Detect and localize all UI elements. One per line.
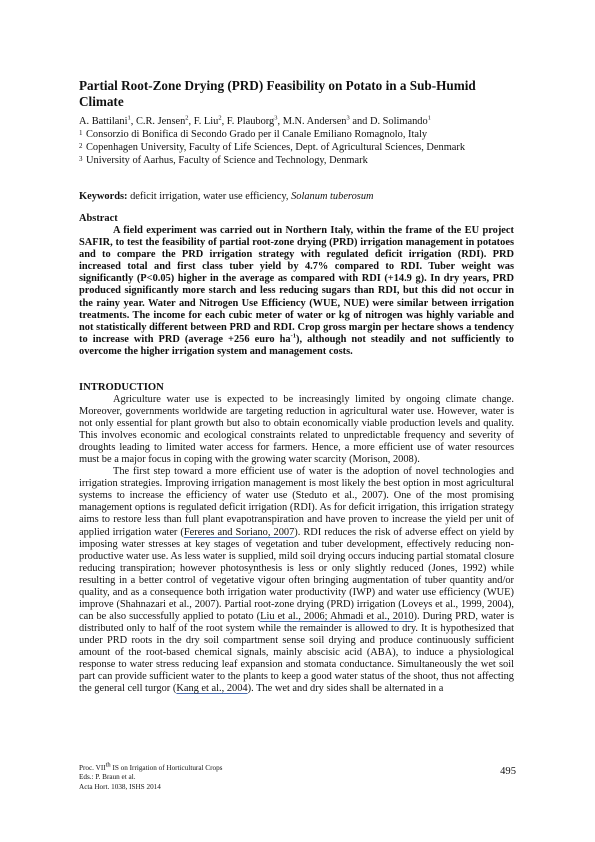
introduction-heading: INTRODUCTION	[79, 382, 164, 393]
keywords	[79, 190, 514, 203]
paper-title: Partial Root-Zone Drying (PRD) Feasibility on Potato in a Sub-Humid Climate	[79, 78, 476, 109]
abstract-heading: Abstract	[79, 213, 118, 224]
footer-line: Proc. VIIth IS on Irrigation of Horticultural Crops	[79, 761, 223, 772]
footer-line: Eds.: P. Braun et al.	[79, 773, 136, 782]
keywords-species: Solanum tuberosum	[291, 191, 374, 202]
abstract-body: A field experiment was carried out in Northern Italy, within the frame of the EU project SAFIR, to test the feasibility of partial root-zone drying (PRD) irrigation management in potatoes and to compare the PRD irrigation strategy with regulated deficit irrigation (RDI). PRD increased total and first class tuber yield by 4.7% compared to RDI. Tuber weight was significantly (P<0.05) higher in the average as compared with RDI (+14.9 g). In dry years, PRD produced significantly more starch and less reducing sugars than RDI, but this did not occur in the rainy year. Water and Nitrogen Use Efficiency (WUE, NUE) were similar between irrigation treatments. The income for each cubic meter of water or kg of nitrogen was highly variable and not statistically different between PRD and RDI. Crop gross margin per hectare shows a tendency to increase with PRD (average +256 euro $ha^{-1}$), although not steadily and not sufficiently to overcome the higher irrigation system and management costs.	[79, 225, 514, 357]
author: M.N. Andersen$^3$ and	[282, 114, 370, 127]
author: C.R. Jensen$^2$,	[135, 114, 194, 127]
introduction-body	[79, 394, 514, 695]
footer-line: Acta Hort. 1038, ISHS 2014	[79, 782, 161, 791]
proceedings-footer	[79, 761, 329, 792]
affiliation-list	[79, 128, 514, 167]
citation-link[interactable]: Fereres and Soriano, 2007	[183, 526, 295, 538]
keywords-text: deficit irrigation, water use efficiency,	[127, 191, 292, 202]
citation-link[interactable]: Liu et al., 2006; Ahmadi et al., 2010	[260, 610, 414, 622]
keywords-label: Keywords:	[79, 191, 128, 202]
affiliation: 1 Consorzio di Bonifica di Secondo Grado per il Canale Emiliano Romagnolo, Italy	[79, 129, 428, 140]
author: F. Plauborg$^3$,	[226, 114, 283, 127]
citation-link[interactable]: Kang et al., 2004	[176, 683, 248, 695]
paragraph: Agriculture water use is expected to be increasingly limited by ongoing climate change. Moreover, governments worldwide are targeting reduction in agricultural water use. However, water is not only essential for plant growth but also to obtain economically viable production levels and quality. This involves economic and ecological constraints related to unpredictable frequency and severity of droughts leading to limited water access for farmers. Hence, a more efficient use of water resources must be a major focus in coping with the growing water scarcity (Morison, 2008).	[79, 394, 514, 466]
page-number: 495	[500, 766, 516, 777]
affiliation: 3 University of Aarhus, Faculty of Science and Technology, Denmark	[79, 155, 368, 166]
author-list	[79, 115, 514, 128]
author: D. Solimando$^1$	[369, 114, 431, 127]
affiliation: 2 Copenhagen University, Faculty of Life Sciences, Dept. of Agricultural Sciences, Denmark	[79, 142, 466, 153]
author: F. Liu$^2$,	[193, 114, 227, 127]
author: A. Battilani$^1$,	[79, 114, 136, 127]
paragraph: The first step toward a more efficient use of water is the adoption of novel technologies and irrigation strategies. Improving irrigation management is most likely the best option in most agricultural systems to increase the efficiency of water use (Steduto et al., 2007). One of the most promising management options is regulated deficit irrigation (RDI). As for deficit irrigation, this irrigation strategy aims to restore less than full plant evapotranspiration and have proven to increase the yield per unit of applied irrigation water (Fereres and Soriano, 2007). RDI reduces the risk of adverse effect on yield by imposing water stresses at key stages of vegetation and tuber development, effectively reducing non-productive water use. As less water is supplied, mild soil drying occurs inducing partial stomatal closure reducing transpiration; however photosynthesis is less or only slightly reduced (Jones, 1992) while resulting in a better control of vegetative vigour often bringing augmentation of tuber quantity and/or quality, and as a consequence both irrigation water productivity (IWP) and water use efficiency (WUE) improve (Shahnazari et al., 2007). Partial root-zone drying (PRD) irrigation (Loveys et al., 1999, 2004), can be also successfully applied to potato (Liu et al., 2006; Ahmadi et al., 2010). During PRD, water is distributed only to half of the root system while the remainder is allowed to dry. It is hypothesized that under PRD roots in the dry soil compartment sense soil drying and produce continuously sufficient amount of the root-based chemical signals, mainly abscisic acid (ABA), to induce a physiological response to water stress reducing leaf expansion and stomata conductance. Simultaneously the wet soil part can provide sufficient water to the plants to keep a good water status of the shoot, thus not affecting the general cell turgor (Kang et al., 2004). The wet and dry sides shall be alternated in a	[79, 466, 515, 695]
